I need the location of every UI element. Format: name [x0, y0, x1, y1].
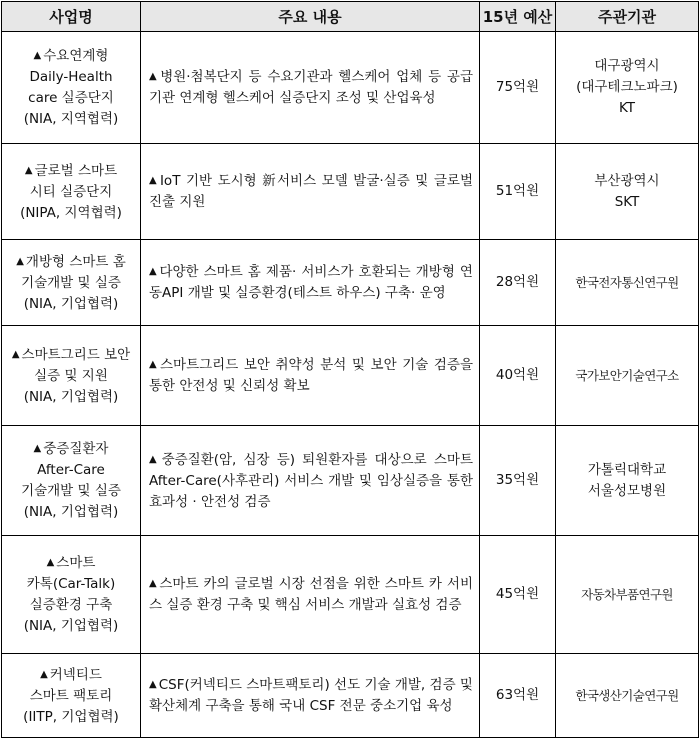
organization-line: 대구광역시 — [594, 58, 660, 74]
project-name-line: 실증환경 구축 — [29, 597, 113, 613]
project-name-line: 기술개발 및 실증 — [21, 274, 121, 291]
table-row — [2, 536, 699, 654]
project-name-cell — [2, 536, 141, 654]
organization-line: 국가보안기술연구소 — [575, 368, 679, 383]
bullet-icon: ▲ — [149, 453, 160, 465]
project-name-line: 실증 및 지원 — [34, 367, 108, 384]
project-name-line: care 실증단지 — [28, 90, 114, 106]
project-name-line: 카톡(Car-Talk) — [26, 576, 116, 592]
project-name-cell — [2, 326, 141, 426]
organization-cell — [556, 536, 699, 654]
main-content-cell — [141, 536, 480, 654]
organization-line: 자동차부품연구원 — [581, 587, 673, 602]
main-content-text: 스마트 카의 글로벌 시장 선점을 위한 스마트 카 서비스 실증 환경 구축 및 핵심 서비스 개발과 실효성 검증 — [149, 576, 473, 613]
project-name-line: (NIA, 기업협력) — [23, 388, 119, 405]
organization-line: 한국전자통신연구원 — [575, 275, 679, 290]
budget-cell: 35억원 — [480, 426, 556, 536]
main-content-text: 중증질환(암, 심장 등) 퇴원환자를 대상으로 스마트 After-Care(사후관리) 서비스 개발 및 임상실증을 통한 효과성 · 안전성 검증 — [149, 451, 473, 510]
project-name-line: (NIPA, 지역협력) — [20, 204, 122, 221]
project-name-line: 기술개발 및 실증 — [21, 483, 121, 499]
project-name-line: 커넥티드 — [49, 666, 102, 683]
organization-cell — [556, 654, 699, 738]
header-project-name: 사업명 — [2, 2, 141, 32]
budget-cell: 63억원 — [480, 654, 556, 738]
project-name-cell — [2, 426, 141, 536]
organization-cell — [556, 144, 699, 240]
bullet-icon: ▲ — [149, 578, 158, 589]
project-name-line: 개방형 스마트 홈 — [25, 253, 126, 270]
project-name-line: (NIA, 기업협력) — [23, 504, 119, 520]
project-name-line: 스마트그리드 보안 — [21, 346, 131, 363]
organization-cell — [556, 240, 699, 326]
bullet-icon: ▲ — [149, 71, 159, 82]
project-name-cell — [2, 32, 141, 144]
project-name-line: Daily-Health — [29, 69, 113, 85]
bullet-icon: ▲ — [16, 255, 24, 267]
project-name-line: 수요연계형 — [43, 48, 109, 64]
organization-line: 부산광역시 — [594, 172, 660, 189]
project-name-line: 시티 실증단지 — [29, 183, 113, 200]
project-name-line: (NIA, 기업협력) — [23, 618, 119, 634]
project-name-line: (NIA, 기업협력) — [23, 295, 119, 312]
organization-line: KT — [618, 100, 636, 116]
organization-line: 서울성모병원 — [587, 482, 667, 499]
main-content-cell — [141, 240, 480, 326]
bullet-icon: ▲ — [149, 175, 158, 186]
bullet-icon: ▲ — [24, 164, 33, 176]
main-content-cell — [141, 426, 480, 536]
organization-line: (대구테크노파크) — [576, 79, 678, 95]
table-row — [2, 144, 699, 240]
bullet-icon: ▲ — [33, 443, 42, 454]
header-main-content: 주요 내용 — [141, 2, 480, 32]
budget-cell: 28억원 — [480, 240, 556, 326]
bullet-icon: ▲ — [11, 348, 20, 360]
bullet-icon: ▲ — [149, 359, 158, 370]
organization-line: SKT — [614, 193, 640, 210]
bullet-icon: ▲ — [40, 668, 48, 680]
header-organization: 주관기관 — [556, 2, 699, 32]
bullet-icon: ▲ — [149, 679, 157, 690]
table-row — [2, 240, 699, 326]
organization-line: 한국생산기술연구원 — [575, 688, 679, 703]
table-row — [2, 32, 699, 144]
organization-line: 가톨릭대학교 — [587, 461, 667, 478]
main-content-text: CSF(커넥티드 스마트팩토리) 선도 기술 개발, 검증 및 확산체계 구축을 통해 국내 CSF 전문 중소기업 육성 — [149, 677, 473, 714]
organization-cell — [556, 426, 699, 536]
budget-cell: 45억원 — [480, 536, 556, 654]
bullet-icon: ▲ — [33, 50, 42, 61]
table-row — [2, 654, 699, 738]
budget-cell: 40억원 — [480, 326, 556, 426]
budget-cell: 51억원 — [480, 144, 556, 240]
organization-cell — [556, 326, 699, 426]
header-row — [2, 2, 699, 32]
project-name-line: After-Care — [37, 462, 105, 478]
main-content-text: IoT 기반 도시형 新서비스 모델 발굴·실증 및 글로벌 진출 지원 — [149, 173, 473, 210]
project-name-line: 중증질환자 — [43, 441, 109, 457]
budget-cell: 75억원 — [480, 32, 556, 144]
project-name-cell — [2, 654, 141, 738]
project-name-line: (IITP, 기업협력) — [23, 708, 119, 725]
main-content-cell — [141, 326, 480, 426]
main-content-cell — [141, 32, 480, 144]
main-content-text: 다양한 스마트 홈 제품· 서비스가 호환되는 개방형 연동API 개발 및 실증환경(테스트 하우스) 구축· 운영 — [149, 264, 473, 301]
main-content-cell — [141, 654, 480, 738]
project-name-line: 스마트 팩토리 — [29, 687, 113, 704]
main-content-text: 병원·첨복단지 등 수요기관과 헬스케어 업체 등 공급기관 연계형 헬스케어 실증단지 조성 및 산업육성 — [149, 69, 473, 106]
table-row — [2, 426, 699, 536]
project-table — [1, 1, 699, 738]
project-name-cell — [2, 240, 141, 326]
project-name-cell — [2, 144, 141, 240]
project-name-line: (NIA, 지역협력) — [23, 111, 119, 127]
header-budget: 15년 예산 — [480, 2, 556, 32]
main-content-cell — [141, 144, 480, 240]
organization-cell — [556, 32, 699, 144]
main-content-text: 스마트그리드 보안 취약성 분석 및 보안 기술 검증을 통한 안전성 및 신뢰성 확보 — [149, 357, 473, 394]
project-name-line: 글로벌 스마트 — [34, 162, 118, 179]
bullet-icon: ▲ — [149, 266, 158, 277]
table-row — [2, 326, 699, 426]
bullet-icon: ▲ — [46, 557, 55, 568]
project-name-line: 스마트 — [56, 555, 96, 571]
